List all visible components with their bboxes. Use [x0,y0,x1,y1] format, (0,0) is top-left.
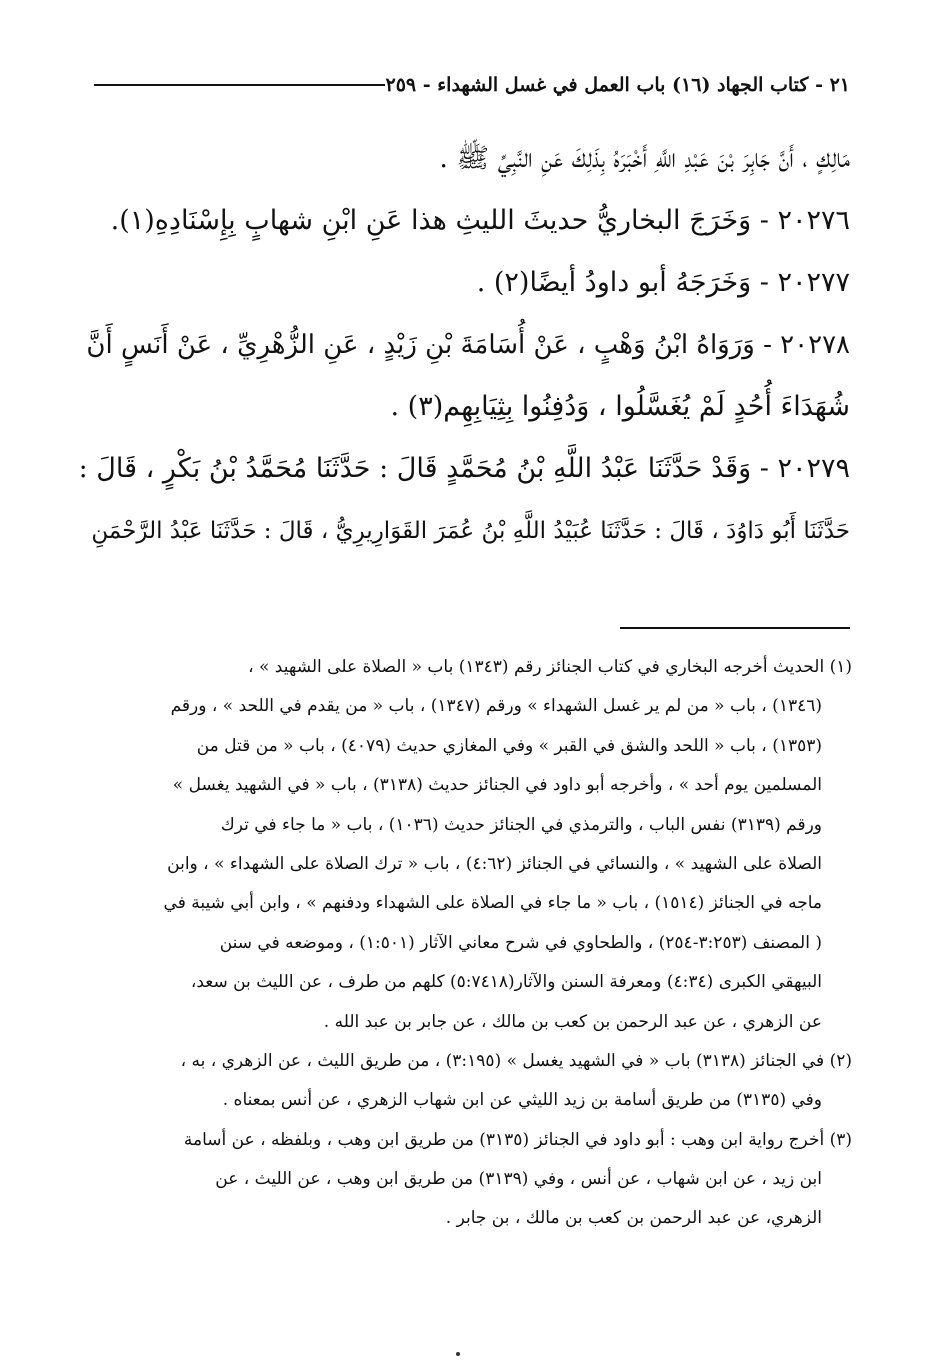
paragraph-20279: ٢٠٢٧٩ - وَقَدْ حَدَّثَنَا عَبْدُ اللَّهِ بْنُ مُحَمَّدٍ قَالَ : حَدَّثَنَا مُحَمَّدُ بْنُ بَكْرٍ ، قَالَ : [78,453,850,484]
header-rule [94,84,385,86]
footnote-1: (١) الحديث أخرجه البخاري في كتاب الجنائز رقم (١٣٤٣) باب « الصلاة على الشهيد » ، [248,657,852,677]
footnote-line: ماجه في الجنائز (١٥١٤) ، باب « ما جاء في الصلاة على الشهداء ودفنهم » ، وابن أبي شيبة في [163,893,822,914]
page-mark [456,1352,460,1356]
paragraph-20278: ٢٠٢٧٨ - وَرَوَاهُ ابْنُ وَهْبٍ ، عَنْ أُسَامَةَ بْنِ زَيْدٍ ، عَنِ الزُّهْرِيِّ ، عَنْ أَنَسٍ أَنَّ [86,330,850,360]
main-line: مَالِكٍ ، أَنَّ جَابِرَ بْنَ عَبْدِ اللَّهِ أَخْبَرَهُ بِذَلِكَ عَنِ النَّبِيِّ ﷺ . [439,143,850,174]
footnote-line: ( المصنف (٣:٢٥٣-٢٥٤) ، والطحاوي في شرح معاني الآثار (١:٥٠١) ، وموضعه في سنن [219,932,822,953]
main-line: حَدَّثَنَا أَبُو دَاوُدَ ، قَالَ : حَدَّثَنَا عُبَيْدُ اللَّهِ بْنُ عُمَرَ القَوَارِيرِيُّ ، قَالَ : حَدَّثَنَا عَبْدُ الرَّحْمَنِ [91,518,850,544]
footnote-line: الصلاة على الشهيد » ، والنسائي في الجنائز (٤:٦٢) ، باب « ترك الصلاة على الشهداء » ، وابن [167,853,822,874]
paragraph-20276: ٢٠٢٧٦ - وَخَرَجَ البخاريُّ حديثَ الليثِ هذا عَنِ ابْنِ شهابٍ بِإِسْنَادِهِ(١). [110,205,850,236]
footnote-3: (٣) أخرج رواية ابن وهب : أبو داود في الجنائز (٣١٣٥) من طريق ابن وهب ، وبلفظه ، عن أسامة [183,1129,852,1150]
footnote-line: ابن زيد ، عن ابن شهاب ، عن أنس ، وفي (٣١٣٩) من طريق ابن وهب ، عن الليث ، عن [215,1169,822,1190]
footnote-2: (٢) في الجنائز (٣١٣٨) باب « في الشهيد يغسل » (٣:١٩٥) ، من طريق الليث ، عن الزهري ، به ، [180,1050,852,1071]
footnote-line: الزهري، عن عبد الرحمن بن كعب بن مالك ، بن جابر . [445,1208,822,1229]
running-header [80,68,850,102]
running-title: ٢١ - كتاب الجهاد (١٦) باب العمل في غسل الشهداء - ٢٥٩ [385,74,850,96]
footnote-separator [620,627,850,629]
footnote-line: عن الزهري ، عن عبد الرحمن بن كعب بن مالك ، عن جابر بن عبد الله . [323,1011,822,1032]
footnotes [80,648,852,1239]
footnote-line: (١٣٥٣) ، باب « اللحد والشق في القبر » وفي المغازي حديث (٤٠٧٩) ، باب « من قتل من [196,735,822,756]
main-text [78,128,850,562]
main-line: شُهَدَاءَ أُحُدٍ لَمْ يُغَسَّلُوا ، وَدُفِنُوا بِثِيَابِهِم(٣) . [390,391,850,422]
footnote-line: وفي (٣١٣٥) من طريق أسامة بن زيد الليثي عن ابن شهاب الزهري ، عن أنس بمعناه . [222,1090,822,1111]
footnote-line: المسلمين يوم أحد » ، وأخرجه أبو داود في الجنائز حديث (٣١٣٨) ، باب « في الشهيد يغسل » [172,775,822,796]
paragraph-20277: ٢٠٢٧٧ - وَخَرَجَهُ أبو داودُ أيضًا(٢) . [476,267,850,298]
footnote-line: البيهقي الكبرى (٤:٣٤) ومعرفة السنن والآثار(٥:٧٤١٨) كلهم من طرف ، عن الليث بن سعد، [190,972,822,993]
footnote-line: ورقم (٣١٣٩) نفس الباب ، والترمذي في الجنائز حديث (١٠٣٦) ، باب « ما جاء في ترك [220,814,822,835]
footnote-line: (١٣٤٦) ، باب « من لم ير غسل الشهداء » ورقم (١٣٤٧) ، باب « من يقدم في اللحد » ، ورقم [170,696,822,717]
